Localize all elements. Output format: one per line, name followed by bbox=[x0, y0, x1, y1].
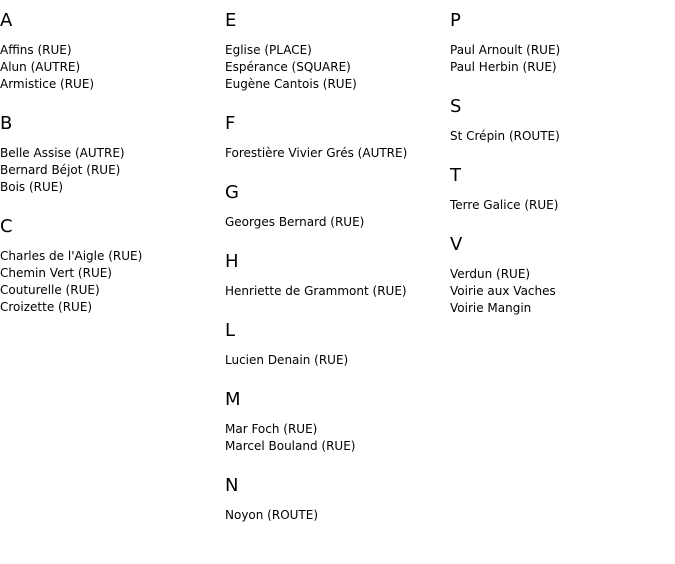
street-link[interactable]: Chemin Vert (RUE) bbox=[0, 266, 112, 280]
street-item bbox=[225, 59, 450, 76]
street-list bbox=[225, 145, 450, 162]
letter-group-a bbox=[0, 11, 225, 93]
street-link[interactable]: Lucien Denain (RUE) bbox=[225, 353, 349, 367]
letter-group-t bbox=[450, 166, 675, 214]
street-item bbox=[225, 352, 450, 369]
street-link[interactable]: Forestière Vivier Grés (AUTRE) bbox=[225, 146, 408, 160]
street-link[interactable]: Croizette (RUE) bbox=[0, 300, 93, 314]
letter-group-e bbox=[225, 11, 450, 93]
street-link[interactable]: Couturelle (RUE) bbox=[0, 283, 100, 297]
street-link[interactable]: Bernard Béjot (RUE) bbox=[0, 163, 121, 177]
street-link[interactable]: Alun (AUTRE) bbox=[0, 60, 81, 74]
letter-group-n bbox=[225, 476, 450, 524]
street-item bbox=[225, 421, 450, 438]
street-link[interactable]: Paul Herbin (RUE) bbox=[450, 60, 557, 74]
street-link[interactable]: Belle Assise (AUTRE) bbox=[0, 146, 125, 160]
street-item bbox=[0, 59, 225, 76]
street-link[interactable]: Noyon (ROUTE) bbox=[225, 508, 319, 522]
letter-heading: A bbox=[0, 10, 13, 31]
letter-heading: H bbox=[225, 251, 239, 272]
letter-group-g bbox=[225, 183, 450, 231]
street-list bbox=[0, 145, 225, 196]
street-list bbox=[225, 214, 450, 231]
street-item bbox=[225, 283, 450, 300]
letter-heading: P bbox=[450, 10, 461, 31]
street-item bbox=[225, 214, 450, 231]
street-item bbox=[450, 42, 675, 59]
street-link[interactable]: Eglise (PLACE) bbox=[225, 43, 312, 57]
letter-heading: T bbox=[450, 165, 461, 186]
letter-group-s bbox=[450, 97, 675, 145]
street-item bbox=[0, 299, 225, 316]
street-list bbox=[450, 197, 675, 214]
letter-group-l bbox=[225, 321, 450, 369]
street-item bbox=[225, 42, 450, 59]
street-item bbox=[0, 179, 225, 196]
index-column-1 bbox=[0, 11, 225, 337]
street-item bbox=[0, 282, 225, 299]
street-item bbox=[225, 438, 450, 455]
street-item bbox=[450, 128, 675, 145]
street-item bbox=[225, 76, 450, 93]
street-item bbox=[0, 265, 225, 282]
letter-heading: L bbox=[225, 320, 236, 341]
street-list bbox=[0, 42, 225, 93]
street-link[interactable]: Georges Bernard (RUE) bbox=[225, 215, 365, 229]
street-list bbox=[225, 283, 450, 300]
letter-group-h bbox=[225, 252, 450, 300]
letter-heading: M bbox=[225, 389, 241, 410]
street-link[interactable]: Bois (RUE) bbox=[0, 180, 64, 194]
letter-group-v bbox=[450, 235, 675, 317]
letter-heading: V bbox=[450, 234, 463, 255]
letter-heading: N bbox=[225, 475, 239, 496]
street-link[interactable]: Voirie Mangin bbox=[450, 301, 532, 315]
letter-group-m bbox=[225, 390, 450, 455]
street-link[interactable]: Eugène Cantois (RUE) bbox=[225, 77, 357, 91]
street-item bbox=[0, 76, 225, 93]
street-item bbox=[450, 59, 675, 76]
street-list bbox=[450, 128, 675, 145]
letter-group-c bbox=[0, 217, 225, 316]
street-link[interactable]: Mar Foch (RUE) bbox=[225, 422, 318, 436]
street-list bbox=[225, 421, 450, 455]
letter-heading: S bbox=[450, 96, 462, 117]
street-item bbox=[0, 162, 225, 179]
street-link[interactable]: Affins (RUE) bbox=[0, 43, 72, 57]
street-link[interactable]: Paul Arnoult (RUE) bbox=[450, 43, 561, 57]
letter-heading: C bbox=[0, 216, 13, 237]
letter-heading: B bbox=[0, 113, 13, 134]
street-list bbox=[225, 352, 450, 369]
street-link[interactable]: Charles de l'Aigle (RUE) bbox=[0, 249, 143, 263]
index-column-2 bbox=[225, 11, 450, 545]
street-link[interactable]: Verdun (RUE) bbox=[450, 267, 531, 281]
street-link[interactable]: St Crépin (ROUTE) bbox=[450, 129, 560, 143]
letter-group-f bbox=[225, 114, 450, 162]
street-link[interactable]: Voirie aux Vaches bbox=[450, 284, 556, 298]
street-link[interactable]: Espérance (SQUARE) bbox=[225, 60, 351, 74]
street-item bbox=[225, 507, 450, 524]
street-item bbox=[0, 145, 225, 162]
index-column-3 bbox=[450, 11, 675, 338]
street-item bbox=[0, 248, 225, 265]
street-item bbox=[450, 266, 675, 283]
street-list bbox=[450, 42, 675, 76]
street-list bbox=[225, 42, 450, 93]
street-link[interactable]: Terre Galice (RUE) bbox=[450, 198, 559, 212]
street-link[interactable]: Marcel Bouland (RUE) bbox=[225, 439, 356, 453]
street-item bbox=[450, 197, 675, 214]
street-link[interactable]: Armistice (RUE) bbox=[0, 77, 95, 91]
letter-group-p bbox=[450, 11, 675, 76]
street-list bbox=[450, 266, 675, 317]
street-link[interactable]: Henriette de Grammont (RUE) bbox=[225, 284, 407, 298]
street-item bbox=[450, 300, 675, 317]
letter-heading: F bbox=[225, 113, 236, 134]
street-item bbox=[450, 283, 675, 300]
letter-heading: G bbox=[225, 182, 239, 203]
street-item bbox=[0, 42, 225, 59]
letter-heading: E bbox=[225, 10, 237, 31]
letter-group-b bbox=[0, 114, 225, 196]
street-list bbox=[225, 507, 450, 524]
street-item bbox=[225, 145, 450, 162]
street-list bbox=[0, 248, 225, 316]
